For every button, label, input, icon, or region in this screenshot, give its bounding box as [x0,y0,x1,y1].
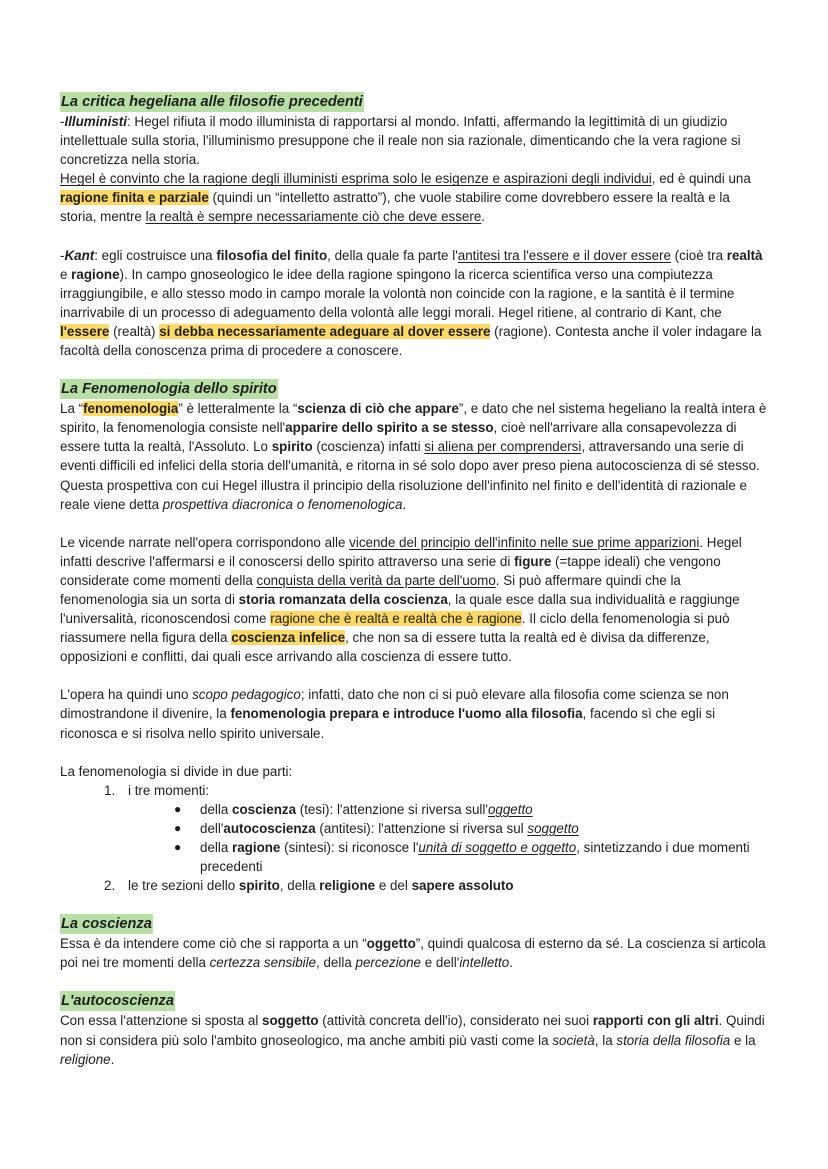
bullet-icon: ● [174,801,182,816]
bullet-icon: ● [174,820,182,835]
paragraph-scopo-pedagogico: L'opera ha quindi uno scopo pedagogico; infatti, dato che non ci si può elevare alla filosofia come scienza se non dimostrandone il divenire, la fenomenologia prepara e introduce l'uomo alla filosofia, facendo sì che egli si riconosca e si risolva nello spirito universale. [60,687,729,741]
bullet-icon: ● [174,840,182,854]
moment-autocoscienza: ● dell'autocoscienza (antitesi): l'attenzione si riversa sul soggetto [128,819,770,838]
document-content [60,92,770,1069]
section-title-fenomenologia: La Fenomenologia dello spirito [61,381,277,398]
section-title-critica: La critica hegeliana alle filosofie precedenti [61,94,363,110]
paragraph-autocoscienza: Con essa l'attenzione si sposta al soggetto (attività concreta dell'io), considerato nei suoi rapporti con gli altri. Quindi non si considera più solo l'ambito gnoseologico, ma anche ambiti più vasti come la società, la storia della filosofia e la religione. [60,1013,765,1067]
section-title-autocoscienza: L'autocoscienza [61,993,174,1010]
paragraph-illuministi: -Illuministi: Hegel rifiuta il modo illuminista di rapportarsi al mondo. Infatti, affermando la legittimità di un giudizio intellettuale sulla storia, l'illuminismo presuppone che il reale non sia razionale, dimenticando che la vera ragione si concretizza nella storia. [60,114,741,168]
section-title-coscienza: La coscienza [61,916,152,933]
paragraph-ragione-finita: Hegel è convinto che la ragione degli illuministi esprima solo le esigenze e aspirazioni degli individui, ed è quindi una ragione finita e parziale (quindi un “intelletto astratto”), che vuole stabilire come dovrebbero essere la realtà e la storia, mentre la realtà è sempre necessariamente ciò che deve essere. [60,171,751,225]
parts-list-item-2: 2. le tre sezioni dello spirito, della religione e del sapere assoluto [104,878,514,894]
parts-list-item-1: 1. i tre momenti: ● della coscienza (tesi): l'attenzione si riversa sull'oggetto ● dell'autocoscienza (antitesi): l'attenzione si riversa sul soggetto ● della ragione (sintesi): si riconosce l'unità di soggetto e oggetto, sintetizzando i due momenti precedenti [60,781,770,876]
moments-list [128,800,770,876]
paragraph-due-parti: La fenomenologia si divide in due parti: [60,763,293,779]
parts-list [60,781,770,896]
paragraph-coscienza: Essa è da intendere come ciò che si rapporta a un “oggetto”, quindi qualcosa di esterno da sé. La coscienza si articola poi nei tre momenti della certezza sensibile, della percezione e dell'intelletto. [60,936,766,971]
paragraph-kant: -Kant: egli costruisce una filosofia del finito, della quale fa parte l'antitesi tra l'essere e il dover essere (cioè tra realtà e ragione). In campo gnoseologico le idee della ragione spingono la ricerca scientifica verso una compiutezza irraggiungibile, e allo stesso modo in campo morale la volontà non coincide con la ragione, e la santità è il termine inarrivabile di un processo di adeguamento della volontà alle leggi morali. Hegel ritiene, al contrario di Kant, che l'essere (realtà) si debba necessariamente adeguare al dover essere (ragione). Contesta anche il voler indagare la facoltà della conoscenza prima di procedere a conoscere. [60,247,763,359]
moment-coscienza: ● della coscienza (tesi): l'attenzione si riversa sull'oggetto [128,800,770,819]
paragraph-fenomenologia-definizione: La “fenomenologia” è letteralmente la “scienza di ciò che appare”, e dato che nel sistema hegeliano la realtà intera è spirito, la fenomenologia consiste nell'apparire dello spirito a se stesso, cioè nell'arrivare alla consapevolezza di essere tutta la realtà, l'Assoluto. Lo spirito (coscienza) infatti si aliena per comprendersi, attraversando una serie di eventi difficili ed infelici della storia dell'umanità, e ritorna in sé solo dopo aver preso piena autocoscienza di sé stesso. Questa prospettiva con cui Hegel illustra il principio della risoluzione dell'infinito nel finito e dell'identità di razionale e reale viene detta prospettiva diacronica o fenomenologica. [60,401,767,512]
paragraph-vicende: Le vicende narrate nell'opera corrispondono alle vicende del principio dell'infinito nelle sue prime apparizioni. Hegel infatti descrive l'affermarsi e il conoscersi dello spirito attraverso una serie di figure (=tappe ideali) che vengono considerate come momenti della conquista della verità da parte dell'uomo. Si può affermare quindi che la fenomenologia sia un sorta di storia romanzata della coscienza, la quale esce dalla sua individualità e raggiunge l'universalità, riconoscendosi come ragione che è realtà e realtà che è ragione. Il ciclo della fenomenologia si può riassumere nella figura della coscienza infelice, che non sa di essere tutta la realtà ed è divisa da differenze, opposizioni e conflitti, dai quali esce arrivando alla coscienza di essere tutto. [60,534,742,665]
moment-ragione: ● della ragione (sintesi): si riconosce l'unità di soggetto e oggetto, sintetizzando i due momenti precedenti [174,840,750,875]
